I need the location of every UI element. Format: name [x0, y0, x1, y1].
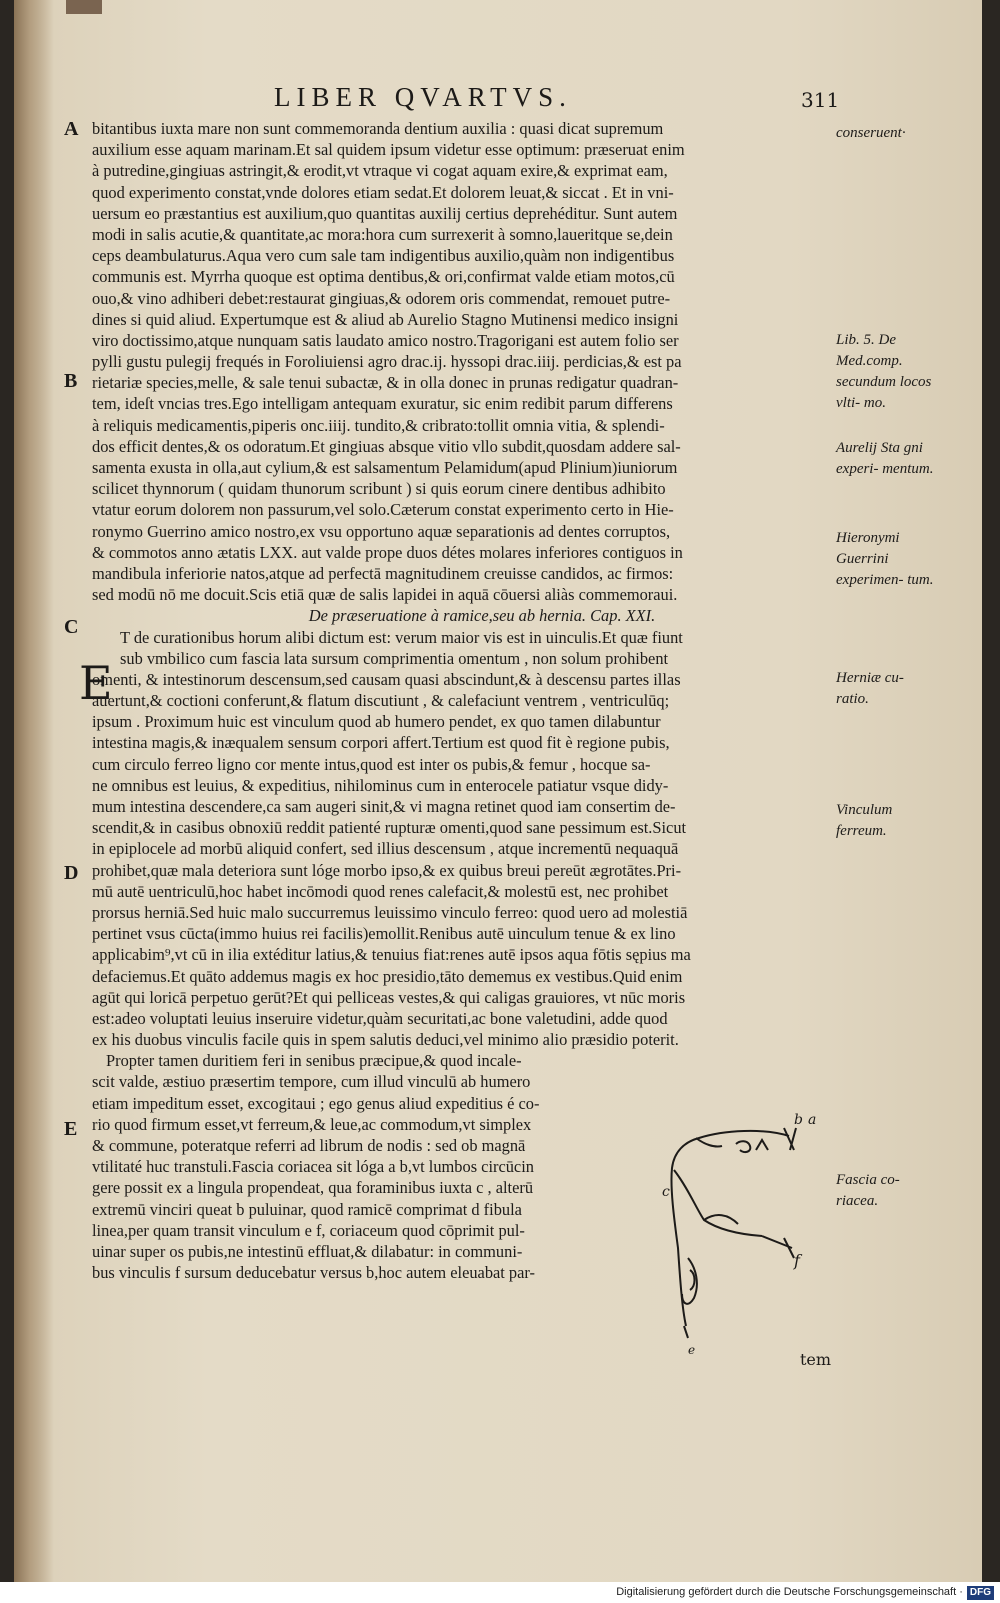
text-line: ipsum . Proximum huic est vinculum quod ab humero pendet, ex quo tamen dilabuntur [92, 712, 661, 732]
margin-letter-d: D [64, 862, 79, 884]
text-line: pertinet vsus cūcta(immo huius rei facilis)emollit.Renibus autē uinculum tenue & ex lino [92, 924, 676, 944]
text-line: prorsus herniā.Sed huic malo succurremus leuissimo vinculo ferreo: quod uero ad molestiā [92, 902, 688, 922]
margin-letter-b: B [64, 370, 78, 392]
figure-label-f: f [794, 1251, 800, 1270]
text-line: uersum eo præstantius est auxilium,quo quantitas auxilij certius deprehéditur. Sunt autem [92, 203, 678, 223]
text-line: samenta exusta in olla,aut cylium,& est salsamentum Pelamidum(apud Plinium)iuniorum [92, 458, 678, 477]
dfg-logo: DFG [967, 1586, 994, 1600]
text-line: viro doctissimo,atque nunquam satis laudato amico nostro.Tragorigani est autem folio ser [92, 330, 679, 350]
text-line: & commune, poteratque referri ad librum de nodis : sed ob magnā [92, 1136, 526, 1155]
text-line: auertunt,& coctioni conferunt,& flatum discutiunt , & calefaciunt ventrem , ventriculūq; [92, 691, 670, 711]
text-line: auxilium esse aquam marinam.Et sal quidem ipsum videtur esse optimum: præseruat enim [92, 140, 685, 160]
figure-label-b: b [794, 1112, 803, 1128]
sidenote-hieronymi: Hieronymi Guerrini experimen- tum. [836, 530, 934, 588]
text-line: gere possit ex a lingula propendeat, qua foraminibus iuxta c , alterū [92, 1178, 534, 1198]
sidenote-conseruent: conseruent· [836, 125, 906, 141]
text-line: etiam impeditum esset, excogitaui ; ego genus aliud expeditius é co- [92, 1093, 540, 1113]
text-line: bitantibus iuxta mare non sunt commemoranda dentium auxilia : quasi dicat supremum [92, 119, 664, 138]
book-page [14, 0, 982, 1582]
sidenote-vinculum: Vinculum ferreum. [836, 802, 893, 839]
text-line: extremū vinciri queat b puluinar, quod ramicē comprimat d fibula [92, 1199, 522, 1219]
text-line: dines si quid aliud. Expertumque est & aliud ab Aurelio Stagno Mutinensi medico insigni [92, 309, 679, 329]
truss-figure [644, 1108, 824, 1358]
margin-letter-c: C [64, 616, 79, 638]
text-line: Propter tamen duritiem feri in senibus præcipue,& quod incale- [106, 1051, 522, 1071]
margin-letter-e: E [64, 1118, 78, 1140]
sidenote-aurelij: Aurelij Sta gni experi- mentum. [836, 440, 934, 477]
text-line: à putredine,gingiuas astringit,& erodit,vt vtraque vi cogat aquam exire,& exprimat eam, [92, 161, 668, 181]
text-line: T de curationibus horum alibi dictum est: verum maior vis est in uinculis.Et quæ fiunt [120, 627, 683, 647]
figure-label-c: c [662, 1184, 670, 1200]
text-line: dos efficit dentes,& os odoratum.Et gingiuas absque vitio vllo subdit,quosdam addere sal- [92, 436, 681, 456]
text-line: applicabim⁹,vt cū in ilia extéditur latius,& tenuius fiat:renes autē ipsos aqua fōtis sępius ma [92, 945, 691, 965]
text-line: uinar super os pubis,ne intestinū effluat,& dilabatur: in communi- [92, 1241, 523, 1261]
text-line: à reliquis medicamentis,piperis onc.iiij. tundito,& cribrato:tollit omnia vitia, & splendi- [92, 415, 665, 435]
figure-label-a: a [808, 1112, 817, 1128]
page-number: 311 [801, 88, 840, 112]
figure-label-e: e [688, 1343, 696, 1357]
text-line: rietariæ species,melle, & sale tenui subactæ, & in olla donec in prunas redigatur quadran- [92, 373, 679, 393]
running-header: LIBER QVARTVS. [274, 82, 572, 112]
binding-edge [14, 0, 54, 1582]
text-line: sub vmbilico cum fascia lata sursum comprimentia omentum , non solum prohibent [120, 648, 669, 668]
text-line: rio quod firmum esset,vt ferreum,& leue,ac commodum,vt simplex [92, 1114, 532, 1134]
figure-strap [674, 1170, 762, 1236]
page-tab [66, 0, 102, 14]
sidenote-hernia: Herniæ cu- ratio. [836, 670, 904, 707]
sidenote-lib5: Lib. 5. De Med.comp. secundum locos vlti- mo. [836, 332, 932, 411]
text-line: communis est. Myrrha quoque est optima dentibus,& ori,confirmat valde etiam motos,cū [92, 267, 675, 287]
text-line: quod experimento constat,vnde dolores etiam sedat.Et dolorem leuat,& siccat . Et in vni- [92, 182, 674, 202]
text-line: ouo,& vino adhiberi debet:restaurat gingiuas,& odorem oris commendat, remouet putre- [92, 288, 671, 308]
text-line: mandibula inferiorie natos,atque ad perfectā magnitudinem creuisse candidos, ac firmos: [92, 563, 674, 583]
text-line: mum intestina descendere,ca sam augeri sinit,& vi magna retinet quod iam consertim de- [92, 797, 676, 816]
text-line: tem, ideſt vncias tres.Ego intelligam antequam exuratur, sic enim redibit parum differens [92, 394, 673, 414]
chapter-heading: De præseruatione à ramice,seu ab hernia. Cap. XXI. [308, 606, 656, 626]
footer-text: Digitalisierung gefördert durch die Deutsche Forschungsgemeinschaft · [616, 1586, 963, 1598]
catchword: tem [800, 1350, 832, 1369]
text-line: bus vinculis f sursum deducebatur versus b,hoc autem eleuabat par- [92, 1263, 535, 1283]
text-line: linea,per quam transit vinculum e f, coriaceum quod cōprimit pul- [92, 1220, 525, 1240]
text-line: omenti, & intestinorum descensum,sed causam quasi abscindunt,& à descensu partes illas [92, 669, 681, 689]
sidenote-fascia: Fascia co- riacea. [836, 1172, 900, 1209]
text-line: est:adeo voluptati leuius inseruire videtur,quàm securitati,ac bone valetudini, adde quod [92, 1008, 668, 1028]
text-line: pylli gustu pulegij frequés in Foroliuiensi agro drac.ij. hyssopi drac.iiij. perdicias,& est pa [92, 352, 682, 372]
text-line: & commotos anno ætatis LXX. aut valde prope duos détes molares inferiores contiguos in [92, 542, 683, 562]
footer-bar [0, 1582, 1000, 1603]
text-line: in epiplocele ad morbū aliquid confert, sed illius descensum , atque incrementū nequaquā [92, 839, 679, 859]
text-line: modi in salis acutie,& quantitate,ac mora:hora cum surrexerit à somno,laueritque se,dein [92, 224, 673, 244]
drop-cap: E [79, 656, 113, 710]
text-line: scit valde, æstiuo præsertim tempore, cum illud vinculū ab humero [92, 1072, 531, 1092]
text-line: prohibet,quæ mala deteriora sunt lóge morbo ipso,& ex quibus breui pereūt ægrotātes.Pri- [92, 860, 682, 880]
text-line: intestina magis,& inæqualem sensum corpori affert.Tertium est quod fit è regione pubis, [92, 733, 670, 753]
text-line: defaciemus.Et quāto addemus magis ex hoc presidio,tāto dememus ex vestibus.Quid enim [92, 966, 683, 986]
figure-belt [671, 1131, 789, 1326]
text-line: ronymo Guerrino amico nostro,ex vsu opportuno aquæ separationis ad dentes corruptos, [92, 521, 671, 541]
text-line: ne omnibus est leuius, & expeditius, nihilominus cum in enterocele patiatur vsque didy- [92, 775, 669, 795]
text-line: agūt qui loricā perpetuo gerūt?Et qui pelliceas vestes,& qui caligas grauiores, vt nūc moris [92, 987, 686, 1007]
text-line: mū autē uentriculū,hoc habet incōmodi quod renes calefacit,& molestū est, nec prohibet [92, 881, 669, 901]
text-line: vtilitaté huc transtuli.Fascia coriacea sit lóga a b,vt lumbos circūcin [92, 1157, 534, 1177]
text-line: scilicet thynnorum ( quidam thunorum scribunt ) si quis eorum cinere dentibus adhibito [92, 479, 666, 499]
text-line: scendit,& in casibus obnoxiū reddit patienté rupturæ omenti,quod sane pessimum est.Sicut [92, 818, 687, 838]
text-line: cum circulo ferreo ligno cor mente intus,quod est inter os pubis,& femur , hocque sa- [92, 754, 651, 774]
text-line: ceps deambulaturus.Aqua vero cum sale tam indigentibus auxilio,quàm non indigentibus [92, 246, 675, 266]
text-line: ex his duobus vinculis facile quis in spem salutis deduci,vel minimo alio præsidio poterit. [92, 1030, 679, 1050]
text-line: vtatur eorum dolorem non passurum,vel solo.Cæterum constat experimento certo in Hie- [92, 500, 674, 520]
paragraph-a [92, 118, 832, 605]
paragraph-b [92, 627, 832, 1051]
margin-letter-a: A [64, 118, 79, 140]
text-line: sed modū nō me docuit.Scis etiā quæ de salis lapidei in aquā cōuersi aliàs commemoraui. [92, 585, 678, 605]
